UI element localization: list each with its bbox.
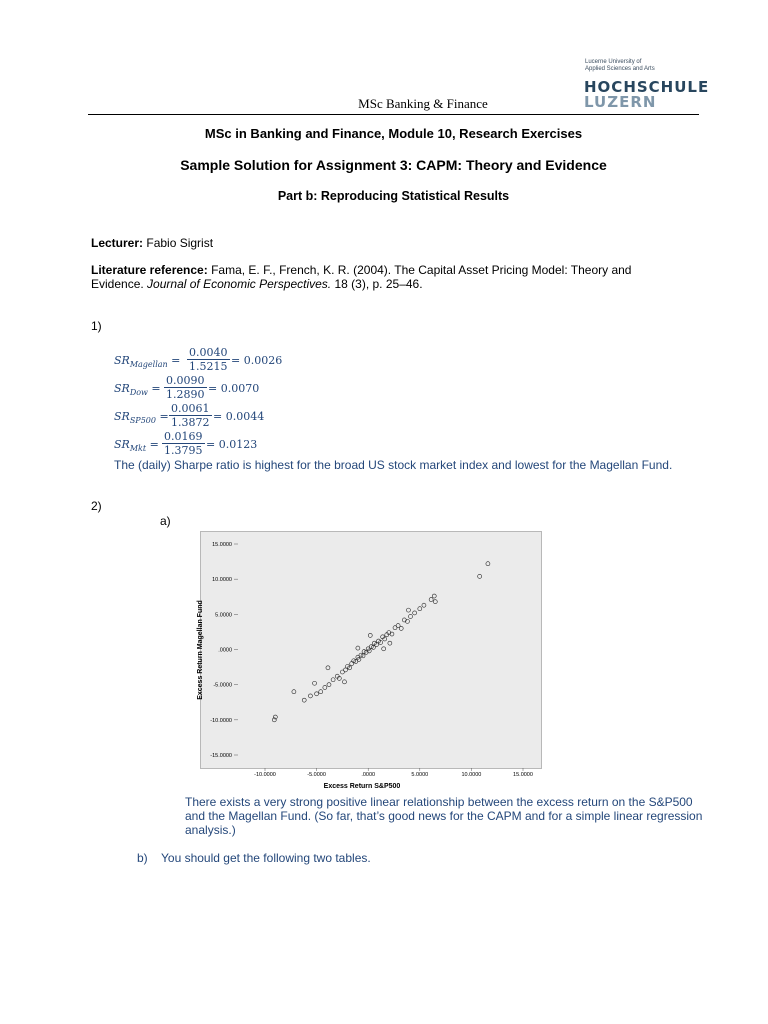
scatter-point <box>422 603 426 607</box>
equation-fraction: $\frac{0.0061}{1.3872}$ <box>171 402 210 429</box>
scatter-point <box>409 614 413 618</box>
equation-lhs: $SR_{SP500}$ = <box>114 410 169 426</box>
equation-result: = 0.0123 <box>206 438 258 451</box>
scatter-chart <box>180 528 560 796</box>
scatter-point <box>319 690 323 694</box>
scatter-point <box>315 692 319 696</box>
question-1-number: 1) <box>91 319 102 333</box>
scatter-point <box>399 626 403 630</box>
question-1-answer: The (daily) Sharpe ratio is highest for the broad US stock market index and lowest for the Magellan Fund. <box>114 458 673 472</box>
literature-reference <box>91 263 691 291</box>
solution-title: Sample Solution for Assignment 3: CAPM: Theory and Evidence <box>180 157 607 173</box>
y-tick-label: -10.0000 <box>210 717 232 724</box>
equation-lhs: $SR_{Mkt}$ = <box>114 438 159 454</box>
equation-dow <box>114 374 314 402</box>
scatter-point <box>342 680 346 684</box>
equation-lhs: $SR_{Magellan}$ = <box>114 354 181 370</box>
lecturer-line <box>91 236 691 250</box>
y-tick-label: 10.0000 <box>212 577 232 584</box>
equation-fraction: $\frac{0.0169}{1.3795}$ <box>164 430 203 457</box>
y-tick-label: .0000 <box>218 647 232 654</box>
scatter-point <box>388 641 392 645</box>
scatter-point <box>356 646 360 650</box>
question-2a-label: a) <box>160 514 171 528</box>
course-title: MSc in Banking and Finance, Module 10, Research Exercises <box>204 126 583 141</box>
equation-lhs: $SR_{Dow}$ = <box>114 382 161 398</box>
scatter-point <box>486 562 490 566</box>
y-tick-layer <box>210 542 238 759</box>
literature-journal: Journal of Economic Perspectives. <box>147 277 332 291</box>
y-tick-label: 5.0000 <box>215 612 232 619</box>
scatter-point <box>302 698 306 702</box>
scatter-point <box>331 678 335 682</box>
x-tick-label: -5.0000 <box>307 772 326 778</box>
question-2a-answer: There exists a very strong positive linear relationship between the excess return on the S&P500 and the Magellan Fund. (So far, that’s good news for the CAPM and for a simple linear regression analysis.) <box>185 795 703 837</box>
literature-text-line1: Fama, E. F., French, K. R. (2004). The Capital Asset Pricing Model: Theory and <box>211 263 632 277</box>
part-title: Part b: Reproducing Statistical Results <box>277 189 510 203</box>
question-2-number: 2) <box>91 499 102 513</box>
equation-magellan <box>114 346 314 374</box>
scatter-point <box>433 600 437 604</box>
lecturer-label: Lecturer: <box>91 236 144 250</box>
equation-fraction: $\frac{0.0090}{1.2890}$ <box>166 374 205 401</box>
scatter-point <box>323 685 327 689</box>
x-tick-label: .0000 <box>361 772 376 778</box>
scatter-point <box>418 607 422 611</box>
equation-result: = 0.0044 <box>213 410 265 423</box>
x-axis-label: Excess Return S&P500 <box>323 783 401 790</box>
question-2b-label: b) <box>137 851 148 865</box>
literature-text-line2a: Evidence. <box>91 277 144 291</box>
point-layer <box>272 562 490 722</box>
scatter-point <box>413 611 417 615</box>
x-tick-label: 15.0000 <box>513 772 533 778</box>
logo-name-line2: LUZERN <box>584 93 657 111</box>
y-axis-label: Excess Return Magellan Fund <box>197 600 204 700</box>
scatter-point <box>382 647 386 651</box>
x-tick-layer <box>254 768 533 778</box>
scatter-point <box>406 608 410 612</box>
scatter-point <box>313 681 317 685</box>
x-tick-label: -10.0000 <box>254 772 276 778</box>
lecturer-name: Fabio Sigrist <box>146 236 214 250</box>
scatter-point <box>350 662 354 666</box>
x-tick-label: 5.0000 <box>411 772 429 778</box>
y-tick-label: 15.0000 <box>212 542 232 548</box>
question-2b-text: You should get the following two tables. <box>161 851 371 865</box>
scatter-point <box>327 683 331 687</box>
equation-sp500 <box>114 402 314 430</box>
scatter-point <box>308 694 312 698</box>
literature-label: Literature reference: <box>91 263 208 277</box>
logo-subtitle-line1: Lucerne University of <box>585 59 642 65</box>
scatter-point <box>478 574 482 578</box>
equation-result: = 0.0026 <box>231 354 283 367</box>
y-tick-label: -5.0000 <box>213 682 232 689</box>
page-header-program: MSc Banking & Finance <box>358 96 488 111</box>
header-rule <box>88 114 699 115</box>
equation-mkt <box>114 430 314 458</box>
y-tick-label: -15.0000 <box>210 753 232 759</box>
logo-name-line1: HOCHSCHULE <box>584 78 710 96</box>
scatter-point <box>432 594 436 598</box>
x-tick-label: 10.0000 <box>461 772 482 778</box>
literature-text-line2b: 18 (3), p. 25–46. <box>334 277 423 291</box>
scatter-point <box>326 666 330 670</box>
equation-fraction: $\frac{0.0040}{1.5215}$ <box>189 346 228 373</box>
equation-result: = 0.0070 <box>208 382 260 395</box>
scatter-point <box>292 690 296 694</box>
logo-subtitle-line2: Applied Sciences and Arts <box>585 66 655 72</box>
scatter-point <box>368 633 372 637</box>
scatter-point <box>429 598 433 602</box>
